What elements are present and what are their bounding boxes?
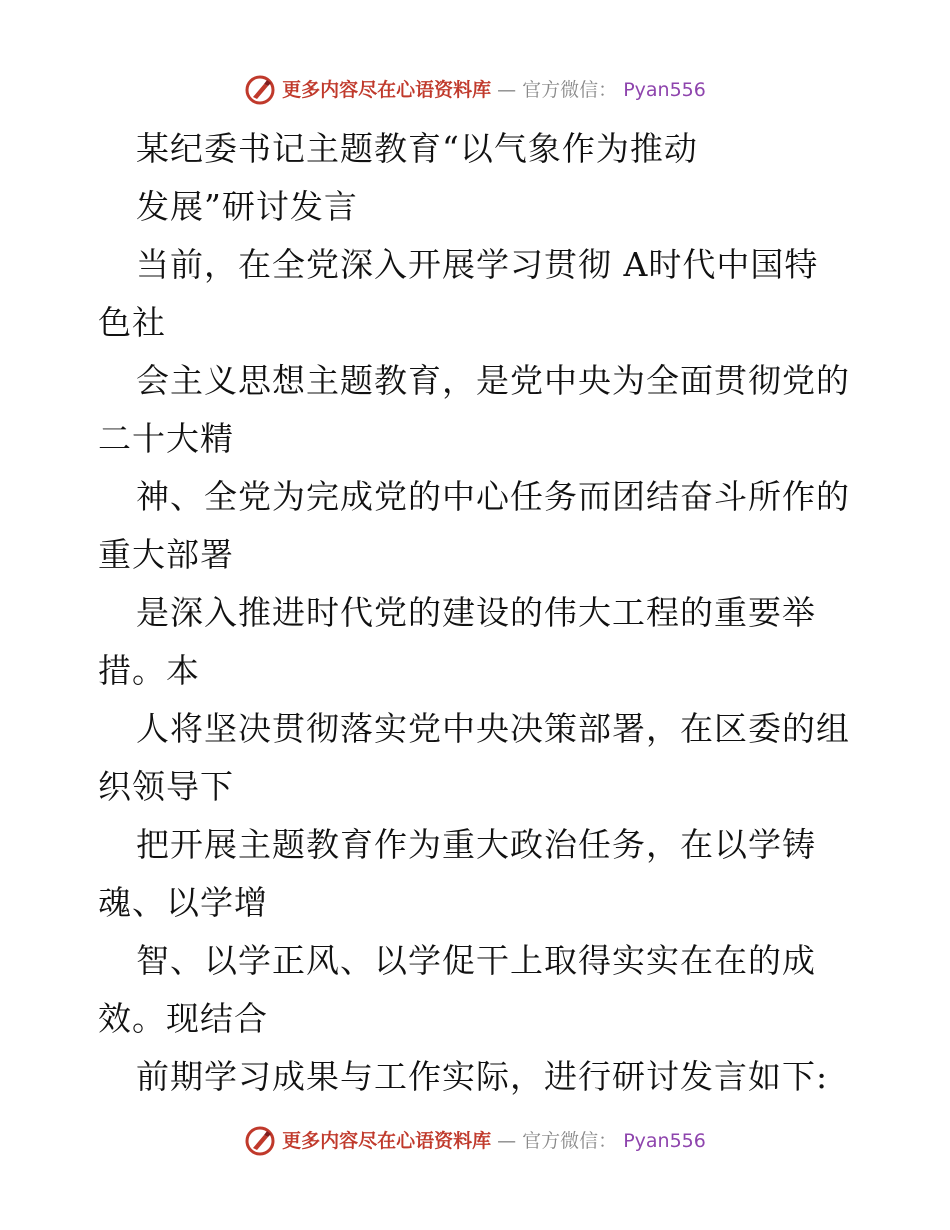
footer-banner: [0, 1125, 950, 1157]
paragraph-line: 魂、以学增: [98, 883, 268, 922]
banner-dash: —: [497, 79, 517, 101]
paragraph-line: 是深入推进时代党的建设的伟大工程的重要举: [136, 593, 816, 632]
paragraph-line: 智、以学正风、以学促干上取得实实在在的成: [136, 941, 816, 980]
paragraph-line: 二十大精: [98, 419, 234, 458]
paragraph-line: 把开展主题教育作为重大政治任务，在以学铸: [136, 825, 816, 864]
paragraph-line: 重大部署: [98, 535, 234, 574]
banner-promo-text: 更多内容尽在心语资料库: [282, 79, 492, 101]
pen-logo-icon: [244, 1125, 276, 1157]
paragraph-line: 前期学习成果与工作实际，进行研讨发言如下:: [136, 1057, 829, 1096]
banner-wechat-label: 官方微信：: [522, 1130, 618, 1152]
document-body: [98, 120, 898, 1106]
banner-dash: —: [497, 1130, 517, 1152]
paragraph-line: 神、全党为完成党的中心任务而团结奋斗所作的: [136, 477, 850, 516]
paragraph-line: 措。本: [98, 651, 200, 690]
paragraph-line: 会主义思想主题教育，是党中央为全面贯彻党的: [136, 361, 850, 400]
document-title-line: 发展”研讨发言: [136, 187, 358, 226]
paragraph-line: 织领导下: [98, 767, 234, 806]
paragraph-line: 色社: [98, 303, 166, 342]
header-banner: [0, 74, 950, 106]
paragraph-line: 效。现结合: [98, 999, 268, 1038]
paragraph-line: 人将坚决贯彻落实党中央决策部署，在区委的组: [136, 709, 850, 748]
pen-logo-icon: [244, 74, 276, 106]
banner-promo-text: 更多内容尽在心语资料库: [282, 1130, 492, 1152]
banner-wechat-id: Pyan556: [623, 1130, 706, 1152]
document-title-line: 某纪委书记主题教育“以气象作为推动: [136, 129, 698, 168]
banner-wechat-id: Pyan556: [623, 79, 706, 101]
banner-wechat-label: 官方微信：: [522, 79, 618, 101]
paragraph-line: 当前，在全党深入开展学习贯彻 A时代中国特: [136, 245, 819, 284]
